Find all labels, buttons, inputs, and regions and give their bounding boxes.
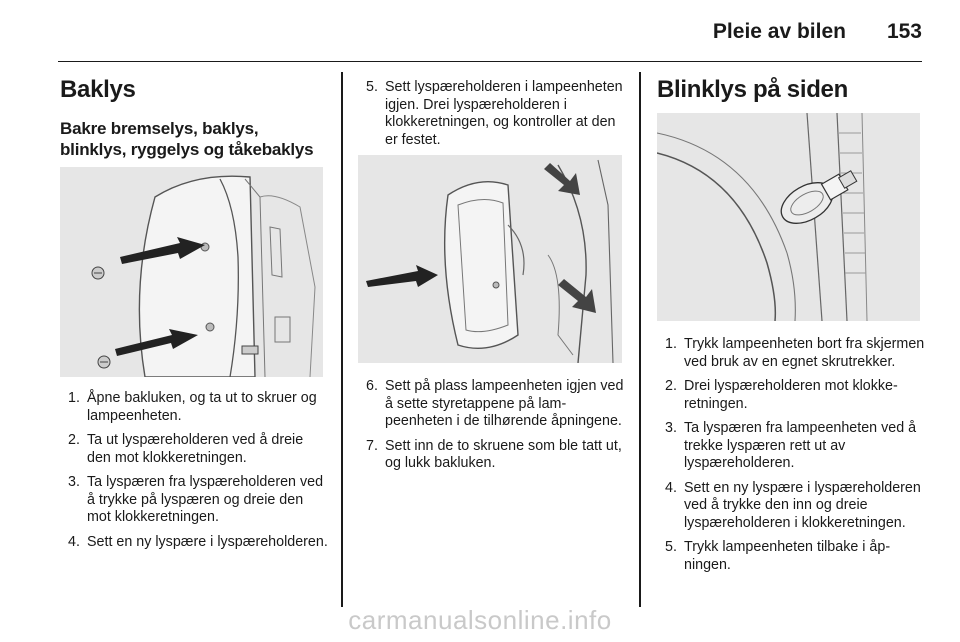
list-item: 2. Drei lyspæreholderen mot klokkeretningen. — [665, 378, 898, 412]
list-item: 1. Åpne bakluken, og ta ut to skruer og lampeenheten. — [68, 390, 317, 424]
column-divider-right — [639, 72, 641, 607]
middle-steps-top — [358, 79, 626, 156]
list-item: 7. Sett inn de to skruene som ble tatt ut, og lukk bakluken. — [366, 437, 622, 471]
column-divider-left — [341, 72, 343, 607]
list-item: 4. Sett en ny lyspære i lyspæreholderen. — [68, 533, 328, 550]
page-header — [58, 0, 922, 62]
figure-rear-lamp-screws — [60, 167, 323, 377]
watermark: carmanualsonline.info — [348, 605, 612, 635]
list-item: 4. Sett en ny lyspære i lyspæreholderen ved å trykke den inn og dreie lyspæreholderen i klokkeretningen. — [665, 479, 921, 531]
list-item: 6. Sett på plass lampeenheten igjen ved å sette styretappene på lampeenheten i de tilhørende åpningene. — [366, 378, 624, 429]
left-steps-list — [60, 390, 328, 558]
list-item: 1. Trykk lampeenheten bort fra skjermen ved bruk av en egnet skrutrekker. — [665, 336, 925, 370]
figure-side-indicator — [657, 113, 920, 321]
right-steps-list — [657, 336, 925, 581]
list-item: 5. Trykk lampeenheten tilbake i åpningen. — [665, 539, 891, 573]
subheading-lights: Bakre bremselys, baklys, blinklys, ryggelys og tåkebaklys — [60, 119, 314, 159]
list-item: 3. Ta lyspæren fra lyspæreholderen ved å trykke på lyspæren og dreie den mot klokkeretningen. — [68, 474, 324, 525]
figure-lamp-unit-reinsert — [358, 155, 622, 363]
heading-baklys: Baklys — [60, 76, 136, 103]
heading-side-indicator: Blinklys på siden — [657, 76, 848, 103]
list-item: 2. Ta ut lyspæreholderen ved å dreie den mot klokkeretningen. — [68, 432, 304, 466]
list-item: 3. Ta lyspæren fra lampeenheten ved å trekke lyspæren rett ut av lyspæreholderen. — [665, 420, 917, 471]
middle-steps-bottom — [358, 378, 626, 480]
page-number: 153 — [886, 20, 922, 43]
section-title: Pleie av bilen — [712, 20, 846, 43]
list-item: 5. Sett lyspæreholderen i lampeenheten igjen. Drei lyspæreholderen i klokkeretningen, og kontroller at den er festet. — [366, 79, 623, 148]
